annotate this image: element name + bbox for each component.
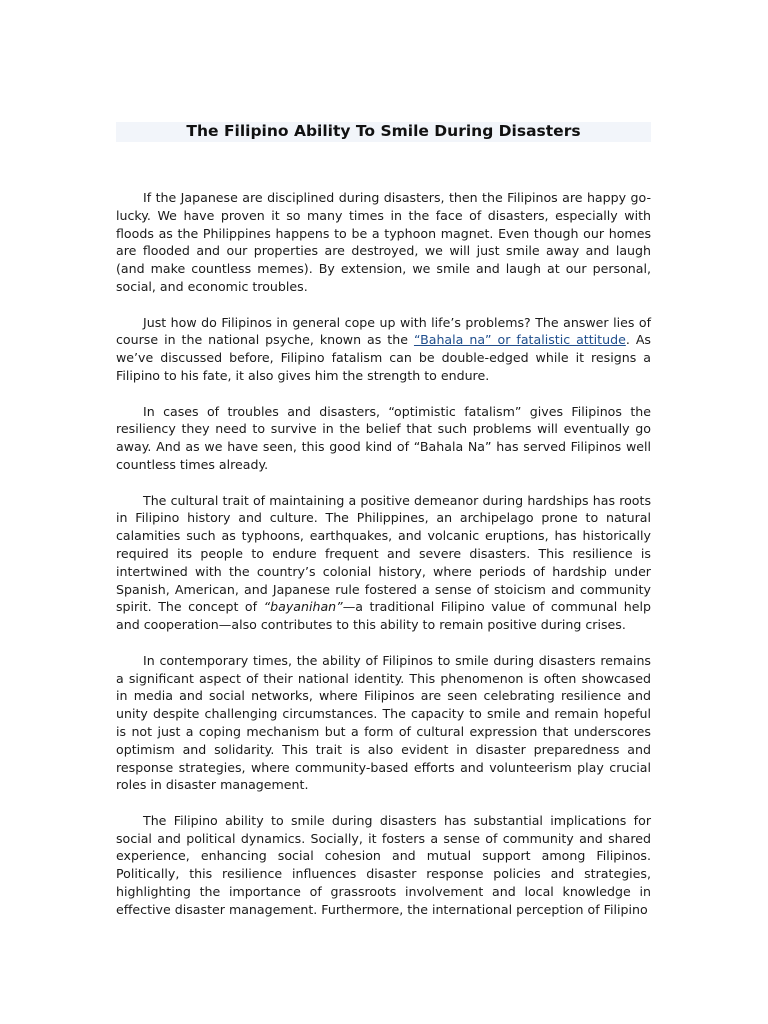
paragraph-4 (116, 492, 651, 634)
page-title: The Filipino Ability To Smile During Disasters (186, 122, 581, 140)
paragraph-2 (116, 314, 651, 385)
bahala-na-link[interactable]: “Bahala na” or fatalistic attitude (413, 332, 626, 348)
paragraph-3: In cases of troubles and disasters, “optimistic fatalism” gives Filipinos the resiliency they need to survive in the belief that such problems will eventually go away. And as we have seen, this good kind of “Bahala Na” has served Filipinos well countless times already. (116, 403, 651, 472)
bayanihan-term: “bayanihan” (263, 599, 343, 615)
paragraph-4-text-after: —a traditional Filipino value of communal help and cooperation—also contributes to this ability to remain positive during crises. (116, 599, 651, 633)
paragraph-1: If the Japanese are disciplined during disasters, then the Filipinos are happy go-lucky. We have proven it so many times in the face of disasters, especially with floods as the Philippines happens to be a typhoon magnet. Even though our homes are flooded and our properties are destroyed, we will just smile away and laugh (and make countless memes). By extension, we smile and laugh at our personal, social, and economic troubles. (116, 190, 651, 294)
paragraph-2-text-after: . As we’ve discussed before, Filipino fatalism can be double-edged while it resigns a Filipino to his fate, it also gives him the strength to endure. (116, 332, 651, 383)
paragraph-5: In contemporary times, the ability of Filipinos to smile during disasters remains a significant aspect of their national identity. This phenomenon is often showcased in media and social networks, where Filipinos are seen celebrating resilience and unity despite challenging circumstances. The capacity to smile and remain hopeful is not just a coping mechanism but a form of cultural expression that underscores optimism and solidarity. This trait is also evident in disaster preparedness and response strategies, where community-based efforts and volunteerism play crucial roles in disaster management. (116, 652, 651, 793)
paragraph-2-text-before: Just how do Filipinos in general cope up with life’s problems? The answer lies of course in the national psyche, known as the (116, 314, 651, 348)
paragraph-6: The Filipino ability to smile during disasters has substantial implications for social and political dynamics. Socially, it fosters a sense of community and shared experience, enhancing social cohesion and mutual support among Filipinos. Politically, this resilience influences disaster response policies and strategies, highlighting the importance of grassroots involvement and local knowledge in effective disaster management. Furthermore, the international perception of Filipino (116, 812, 651, 917)
paragraph-4-text-before: The cultural trait of maintaining a positive demeanor during hardships has roots in Filipino history and culture. The Philippines, an archipelago prone to natural calamities such as typhoons, earthquakes, and volcanic eruptions, has historically required its people to endure frequent and severe disasters. This resilience is intertwined with the country’s colonial history, where periods of hardship under Spanish, American, and Japanese rule fostered a sense of stoicism and community spirit. The concept of (116, 492, 651, 615)
document-body (116, 189, 651, 936)
